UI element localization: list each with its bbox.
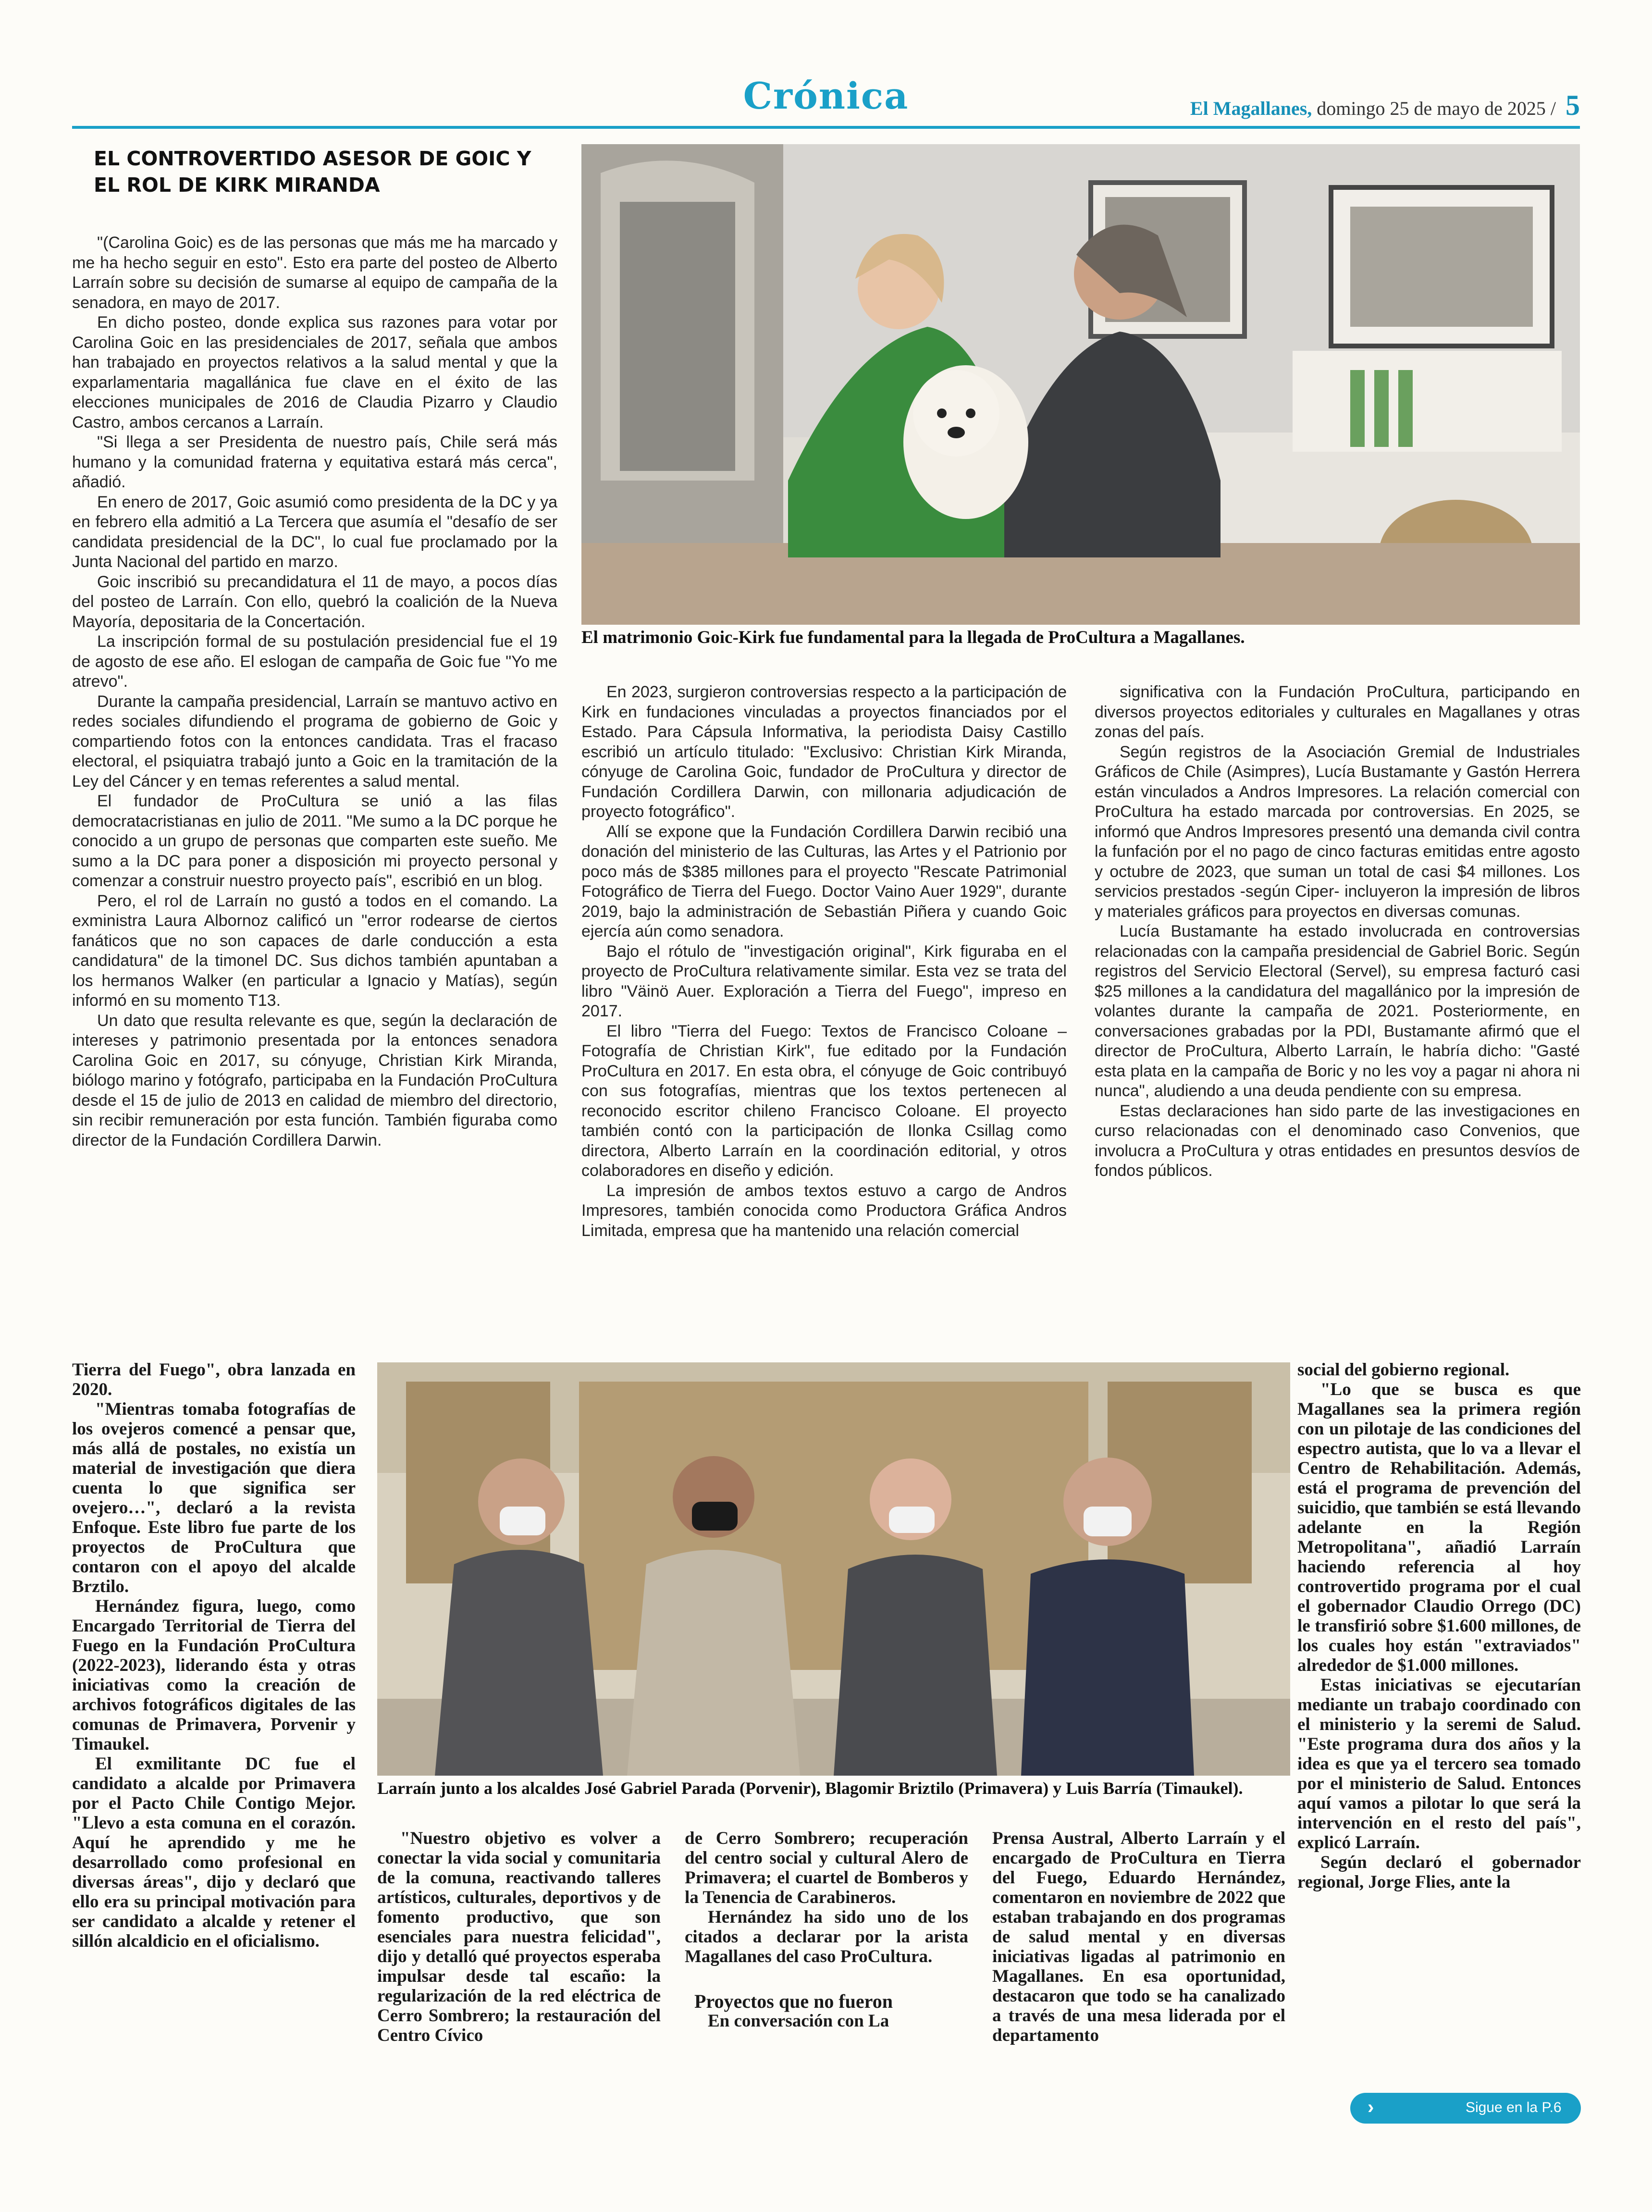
paragraph: Según registros de la Asociación Gremial de Industriales Gráficos de Chile (Asimpres), Lucía Bustamante y Gastón Herrera están vinculados a Andros Impresores. La relación comercial con ProCultura ha estado marcada por controversias. En 2025, se informó que Andros Impresores presentó una demanda civil contra la funfación por el no pago de cinco facturas emitidas entre agosto y octubre de 2023, que suman un total de casi $4 millones. Los servicios prestados -según Ciper- incluyeron la impresión de libros y materiales gráficos para proyectos en diversas comunas. [1095,742,1580,921]
newspaper-name: El Magallanes, [1190,98,1312,119]
paragraph: Durante la campaña presidencial, Larraín se mantuvo activo en redes sociales difundiendo el programa de gobierno de Goic y compartiendo fotos con la entonces candidata. Tras el fracaso electoral, el psiquiatra trabajó junto a Goic en la tramitación de la Ley del Cáncer y en temas referentes a salud mental. [72,692,557,791]
article2-middle-column-2-body [685,1829,968,1966]
paragraph: "Nuestro objetivo es volver a conectar la vida social y comunitaria de la comuna, reactivando talleres artísticos, culturales, deportivos y de fomento productivo, que son esenciales para nuestra felicidad", dijo y detalló qué proyectos esperaba impulsar desde tal escaño: la regularización de la red eléctrica de Cerro Sombrero; la restauración del Centro Cívico [377,1829,661,2045]
paragraph: El exmilitante DC fue el candidato a alcalde por Primavera por el Pacto Chile Contigo Mejor. "Llevo a esta comuna en el corazón. Aquí he aprendido y me he desarrollado como profesional en diversas áreas", dijo y declaró que ello era su principal motivación para ser candidato a alcalde y retener el sillón alcaldicio en el oficialismo. [72,1754,356,1951]
paragraph: Goic inscribió su precandidatura el 11 de mayo, a pocos días del posteo de Larraín. Con ello, quebró la coalición de la Nueva Mayoría, depositaria de la Concertación. [72,572,557,631]
paragraph: "Mientras tomaba fotografías de los ovejeros comencé a pensar que, más allá de postales, no existía un material de investigación que diera cuenta lo que significa ser ovejero…", declaró a la revista Enfoque. Este libro fue parte de los proyectos de ProCultura que contaron con el apoyo del alcalde Brztilo. [72,1399,356,1596]
paragraph: El fundador de ProCultura se unió a las filas democratacristianas en julio de 2011. "Me sumo a la DC porque he conocido a un grupo de personas que comparten este sueño. Me sumo a la DC para poner a disposición mi proyecto personal y comenzar a construir nuestro proyecto país", escribió en un blog. [72,792,557,890]
masthead [1190,89,1580,122]
article2-left-column [72,1360,356,2129]
paragraph: Lucía Bustamante ha estado involucrada en controversias relacionadas con la campaña presidencial de Gabriel Boric. Según registros del Servicio Electoral (Servel), su empresa facturó casi $25 millones a la candidatura del magallánico por la impresión de volantes durante la campaña de 2021. Posteriormente, en conversaciones grabadas por la PDI, Bustamante afirmó que el director de ProCultura, Alberto Larraín, le habría dicho: "Gasté esta plata en la campaña de Boric y no les voy a pagar ni ahora ni nunca", aludiendo a una deuda pendiente con su empresa. [1095,922,1580,1100]
paragraph: Hernández ha sido uno de los citados a declarar por la arista Magallanes del caso ProCultura. [685,1907,968,1966]
paragraph: "(Carolina Goic) es de las personas que más me ha marcado y me ha hecho seguir en esto". Esto era parte del posteo de Alberto Larraín sobre su decisión de sumarse al equipo de campaña de la senadora, en mayo de 2017. [72,234,557,312]
paragraph: significativa con la Fundación ProCultura, participando en diversos proyectos editoriales y culturales en Magallanes y otras zonas del país. [1095,683,1580,741]
paragraph: La impresión de ambos textos estuvo a cargo de Andros Impresores, también conocida como Productora Gráfica Andros Limitada, empresa que ha mantenido una relación comercial [581,1181,1067,1240]
publication-date: domingo 25 de mayo de 2025 [1317,98,1546,119]
paragraph: En enero de 2017, Goic asumió como presidenta de la DC y ya en febrero ella admitió a La Tercera que asumía el "desafío de ser candidata presidencial de la DC", lo cual fue proclamado por la Junta Nacional del partido en marzo. [72,493,557,571]
article2-right-column [1297,1360,1581,2081]
section-title: Crónica [743,74,909,117]
paragraph: Prensa Austral, Alberto Larraín y el encargado de ProCultura en Tierra del Fuego, Eduardo Hernández, comentaron en noviembre de 2022 que estaban trabajando en dos programas de salud mental y en diversas iniciativas ligadas al patrimonio en Magallanes. En esa oportunidad, destacaron que todo se ha canalizado a través de una mesa liderada por el departamento [992,1829,1285,2045]
mayors-group-photo [377,1362,1290,1776]
proyectos-subhead: Proyectos que no fueron [694,1990,893,2012]
article2-middle-column-1 [377,1829,661,2136]
paragraph: Tierra del Fuego", obra lanzada en 2020. [72,1360,356,1399]
chevron-right-icon: › [1368,2097,1374,2118]
paragraph: Según declaró el gobernador regional, Jorge Flies, ante la [1297,1853,1581,1892]
paragraph: de Cerro Sombrero; recuperación del centro social y cultural Alero de Primavera; el cuartel de Bomberos y la Tenencia de Carabineros. [685,1829,968,1907]
paragraph: Un dato que resulta relevante es que, según la declaración de intereses y patrimonio presentada por la entonces senadora Carolina Goic en 2017, su cónyuge, Christian Kirk Miranda, biólogo marino y fotógrafo, participaba en la Fundación ProCultura desde el 15 de julio de 2013 en calidad de miembro del directorio, sin recibir remuneración por esta función. También figuraba como director de la Fundación Cordillera Darwin. [72,1011,557,1149]
paragraph: Pero, el rol de Larraín no gustó a todos en el comando. La exministra Laura Albornoz calificó un "error rodearse de ciertos fanáticos que no son capaces de darle conducción a esta candidatura" de la timonel DC. Sus dichos también apuntaban a los hermanos Walker (en particular a Ignacio y Matías), según informó en su momento T13. [72,891,557,1010]
page-number: 5 [1566,89,1580,121]
article2-middle-column-2-tail: En conversación con La [708,2011,889,2031]
paragraph: social del gobierno regional. [1297,1360,1510,1380]
goic-kirk-photo-illustration [581,144,1580,625]
paragraph: Hernández figura, luego, como Encargado Territorial de Tierra del Fuego en la Fundación ProCultura (2022-2023), liderando ésta y otras iniciativas como la creación de archivos fotográficos digitales de las comunas de Primavera, Porvenir y Timaukel. [72,1596,356,1754]
masthead-separator: / [1550,98,1556,119]
goic-kirk-photo [581,144,1580,625]
continue-label: Sigue en la P.6 [1466,2100,1562,2115]
paragraph: Allí se expone que la Fundación Cordillera Darwin recibió una donación del ministerio de las Culturas, las Artes y el Patrionio por poco más de $385 millones para el proyecto "Rescate Patrimonial Fotográfico de Tierra del Fuego. Doctor Vaino Auer 1929", durante 2019, bajo la administración de Sebastián Piñera y cuando Goic ejercía aún como senadora. [581,822,1067,940]
paragraph: Bajo el rótulo de "investigación original", Kirk figuraba en el proyecto de ProCultura relativamente similar. Esta vez se trata del libro "Väinö Auer. Exploración a Tierra del Fuego", impreso en 2017. [581,942,1067,1020]
paragraph: En 2023, surgieron controversias respecto a la participación de Kirk en fundaciones vinculadas a proyectos financiados por el Estado. Para Cápsula Informativa, la periodista Daisy Castillo escribió un artículo titulado: "Exclusivo: Christian Kirk Miranda, cónyuge de Carolina Goic, fundador de ProCultura y director de Fundación Cordillera Darwin, con millonaria adjudicación de proyecto fotográfico". [581,683,1067,821]
paragraph: En dicho posteo, donde explica sus razones para votar por Carolina Goic en las presidenciales de 2017, señala que ambos han trabajado en proyectos relativos a la salud mental y que la exparlamentaria magallánica fue clave en el éxito de las elecciones municipales de 2016 de Claudia Pizarro y Claudio Castro, ambos cercanos a Larraín. [72,313,557,432]
paragraph: Estas iniciativas se ejecutarían mediante un trabajo coordinado con el ministerio y la seremi de Salud. "Este programa dura dos años y la idea es que ya el tercero sea tomado por el ministerio de Salud. Entonces aquí vamos a pilotar lo que será la intervención en el resto del país", explicó Larraín. [1297,1675,1581,1853]
paragraph: Estas declaraciones han sido parte de las investigaciones en curso relacionadas con el denominado caso Convenios, que involucra a ProCultura y otras entidades en presuntos desvíos de fondos públicos. [1095,1101,1580,1180]
paragraph: La inscripción formal de su postulación presidencial fue el 19 de agosto de ese año. El eslogan de campaña de Goic fue "Yo me atrevo". [72,632,557,691]
article2-middle-column-3 [992,1829,1285,2136]
article2-middle-column-2 [685,1829,968,2136]
paragraph: El libro "Tierra del Fuego: Textos de Francisco Coloane – Fotografía de Christian Kirk", fue editado por la Fundación ProCultura en 2017. En esta obra, el cónyuge de Goic contribuyó con sus fotografías, mientras que los textos pertenecen al reconocido escritor chileno Francisco Coloane. El proyecto también contó con la participación de Ilonka Csillag como directora, Alberto Larraín en la coordinación editorial, y otros colaboradores en diseño y edición. [581,1022,1067,1180]
article-headline: EL CONTROVERTIDO ASESOR DE GOIC Y EL ROL DE KIRK MIRANDA [94,147,531,197]
paragraph: "Si llega a ser Presidenta de nuestro país, Chile será más humano y la comunidad fraterna y equitativa estará más cerca", añadió. [72,433,557,491]
mayors-group-photo-illustration [377,1362,1290,1776]
continue-on-page-button[interactable] [1350,2093,1581,2124]
header-rule [72,126,1580,129]
paragraph: "Lo que se busca es que Magallanes sea la primera región con un pilotaje de las condiciones del espectro autista, que lo va a llevar el Centro de Rehabilitación. Además, está el programa de prevención del suicidio, que también se está llevando adelante en la Región Metropolitana", añadió Larraín haciendo referencia al hoy controvertido programa por el cual el gobernador Claudio Orrego (DC) le transfirió sobre $1.600 millones, de los cuales hoy están "extraviados" alrededor de $1.000 millones. [1297,1380,1581,1675]
goic-kirk-photo-caption: El matrimonio Goic-Kirk fue fundamental para la llegada de ProCultura a Magallanes. [581,628,1245,647]
article1-column-2 [581,682,1067,1338]
article1-column-3 [1095,682,1580,1338]
mayors-photo-caption: Larraín junto a los alcaldes José Gabriel Parada (Porvenir), Blagomir Briztilo (Primavera) y Luis Barría (Timaukel). [377,1779,1243,1798]
article1-column-1 [72,233,557,1338]
